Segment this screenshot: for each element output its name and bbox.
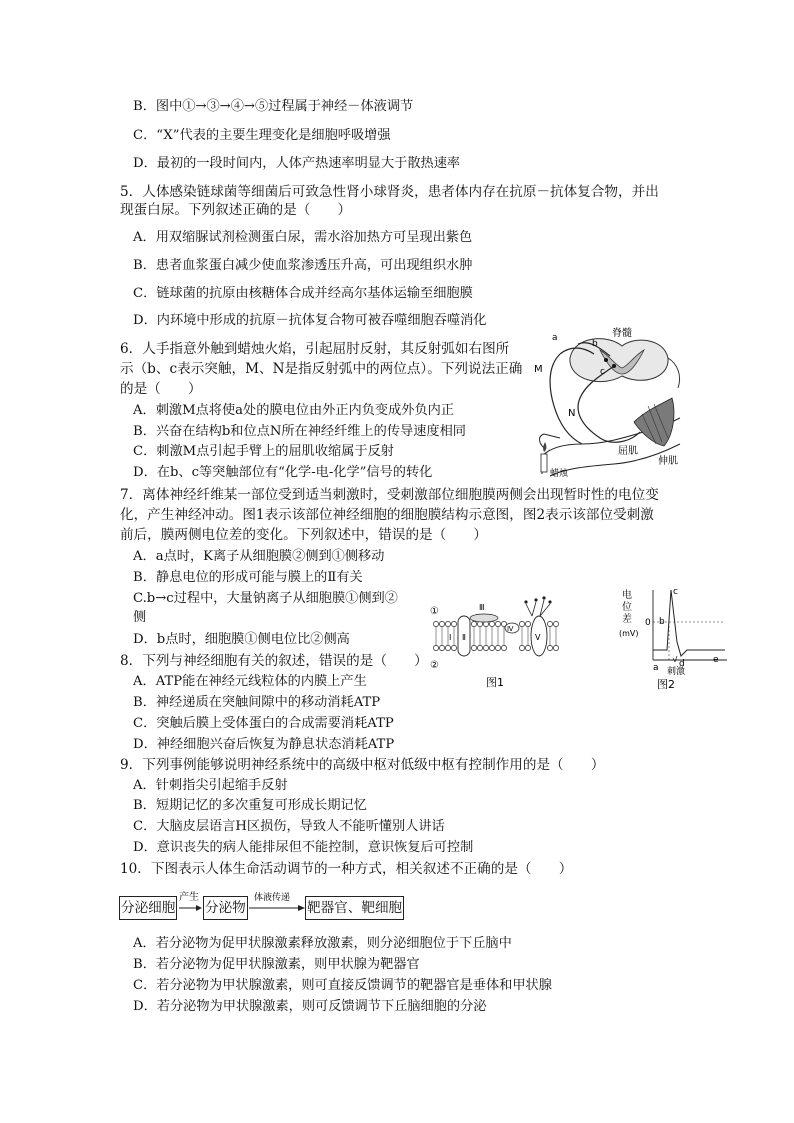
q5-option-c: C．链球菌的抗原由核糖体合成并经高尔基体运输至细胞膜	[133, 286, 473, 301]
label-point-n: N	[568, 408, 576, 419]
figure-1-caption: 图1	[486, 676, 504, 689]
label-extensor: 伸肌	[658, 456, 678, 467]
q9-option-c: C．大脑皮层语言H区损伤，导致人不能听懂别人讲话	[133, 819, 445, 834]
label-component-3: Ⅲ	[479, 603, 485, 612]
label-synapse-c: c	[600, 367, 605, 377]
q10-option-b: B．若分泌物为促甲状腺激素，则甲状腺为靶器官	[133, 957, 420, 972]
label-point-m: M	[534, 364, 543, 375]
box-target: 靶器官、靶细胞	[305, 896, 404, 920]
q9-option-b: B．短期记忆的多次重复可形成长期记忆	[133, 798, 367, 813]
q6-stem: 6．人手指意外触到蜡烛火焰，引起屈肘反射，其反射弧如右图所	[120, 341, 510, 357]
y-label-char-2: 位	[622, 602, 632, 613]
q6-option-d: D．在b、c等突触部位有“化学-电-化学”信号的转化	[133, 465, 433, 480]
box-secretion: 分泌物	[203, 896, 248, 920]
box-secretory-cell: 分泌细胞	[119, 896, 177, 920]
q6-option-c: C．刺激M点引起手臂上的屈肌收缩属于反射	[133, 444, 394, 459]
q10-stem: 10．下图表示人体生命活动调节的一种方式，相关叙述不正确的是（ ）	[120, 861, 573, 877]
q8-option-c: C．突触后膜上受体蛋白的合成需要消耗ATP	[133, 716, 394, 731]
q9-option-d: D．意识丧失的病人能排尿但不能控制，意识恢复后可控制	[133, 840, 474, 855]
q10-option-d: D．若分泌物为甲状腺激素，则可反馈调节下丘脑细胞的分泌	[133, 999, 487, 1014]
arrow-body-fluid-label: 体液传递	[254, 893, 291, 903]
q7-option-b: B．静息电位的形成可能与膜上的Ⅱ有关	[133, 570, 363, 585]
q6-option-b: B．兴奋在结构b和位点N所在神经纤维上的传导速度相同	[133, 424, 466, 439]
potential-figure	[617, 584, 729, 690]
y-unit: (mV)	[619, 629, 639, 638]
q4-option-d: D．最初的一段时间内，人体产热速率明显大于散热速率	[133, 156, 461, 171]
label-side-1: ①	[430, 606, 439, 617]
q7-option-c: C.b→c过程中，大量钠离子从细胞膜①侧到②	[133, 591, 398, 606]
label-flexor: 屈肌	[618, 446, 638, 457]
point-e: e	[713, 655, 719, 665]
figure-2-caption: 图2	[657, 678, 675, 690]
q8-stem: 8．下列与神经细胞有关的叙述，错误的是（ ）	[120, 653, 428, 669]
label-component-1: Ⅰ	[449, 633, 452, 642]
q7-option-a: A．a点时，K离子从细胞膜②侧到①侧移动	[133, 549, 385, 564]
label-point-a: a	[552, 333, 558, 343]
point-c: c	[673, 587, 678, 597]
q7-stem-end: 前后，膜两侧电位差的变化。下列叙述中，错误的是（ ）	[120, 527, 488, 543]
q6-stem-end: 的是（ ）	[120, 381, 202, 397]
q7-stem: 7．离体神经纤维某一部位受到适当刺激时，受刺激部位细胞膜两侧会出现暂时性的电位变	[120, 487, 659, 503]
q5-stem: 5．人体感染链球菌等细菌后可致急性肾小球肾炎，患者体内存在抗原－抗体复合物，并出	[120, 184, 659, 200]
arrow-produce-label: 产生	[179, 892, 199, 903]
q9-option-a: A．针刺指尖引起缩手反射	[133, 778, 288, 793]
q8-option-b: B．神经递质在突触间隙中的移动消耗ATP	[133, 695, 381, 710]
y-label-char-3: 差	[622, 614, 632, 625]
q8-option-d: D．神经细胞兴奋后恢复为静息状态消耗ATP	[133, 737, 395, 752]
q5-option-d: D．内环境中形成的抗原－抗体复合物可被吞噬细胞吞噬消化	[133, 313, 487, 328]
point-b: b	[659, 617, 665, 627]
q6-stem-cont: 示（b、c表示突触，M、N是指反射弧中的两位点）。下列说法正确	[120, 361, 523, 377]
arrow-produce	[178, 890, 204, 920]
q7-stem-cont: 化，产生神经冲动。图1表示该部位神经细胞的细胞膜结构示意图，图2表示该部位受刺激	[120, 507, 654, 523]
label-synapse-b: b	[592, 339, 598, 349]
q4-option-b: B．图中①→③→④→⑤过程属于神经－体液调节	[133, 99, 414, 114]
y-label-char-1: 电	[622, 590, 632, 601]
label-spinal-cord: 脊髓	[612, 328, 632, 339]
q7-option-d: D．b点时，细胞膜①侧电位比②侧高	[133, 632, 350, 647]
label-component-4: Ⅳ	[507, 625, 514, 633]
y-zero: 0	[645, 618, 651, 628]
q10-option-c: C．若分泌物为甲状腺激素，则可直接反馈调节的靶器官是垂体和甲状腺	[133, 978, 552, 993]
point-d: d	[679, 659, 685, 669]
membrane-figure	[428, 590, 573, 690]
q7-option-c-cont: 侧	[133, 610, 147, 625]
q4-option-c: C．“X”代表的主要生理变化是细胞呼吸增强	[133, 128, 391, 143]
point-a: a	[653, 663, 659, 673]
label-side-2: ②	[430, 660, 439, 671]
label-component-5: Ⅴ	[535, 633, 541, 642]
q8-option-a: A．ATP能在神经元线粒体的内膜上产生	[133, 674, 367, 689]
q5-stem-cont: 现蛋白尿。下列叙述正确的是（ ）	[120, 202, 352, 218]
q6-option-a: A．刺激M点将使a处的膜电位由外正内负变成外负内正	[133, 403, 455, 418]
label-component-2: Ⅱ	[462, 633, 466, 642]
q9-stem: 9．下列事例能够说明神经系统中的高级中枢对低级中枢有控制作用的是（ ）	[120, 757, 605, 773]
label-candle: 蜡烛	[550, 469, 569, 478]
reflex-arc-figure	[530, 326, 692, 478]
q5-option-b: B．患者血浆蛋白减少使血浆渗透压升高，可出现组织水肿	[133, 258, 473, 273]
arrow-body-fluid	[248, 890, 306, 920]
q5-option-a: A．用双缩脲试剂检测蛋白尿，需水浴加热方可呈现出紫色	[133, 230, 473, 245]
q10-option-a: A．若分泌物为促甲状腺激素释放激素，则分泌细胞位于下丘脑中	[133, 936, 512, 951]
stimulus-label: 刺激	[667, 667, 686, 677]
